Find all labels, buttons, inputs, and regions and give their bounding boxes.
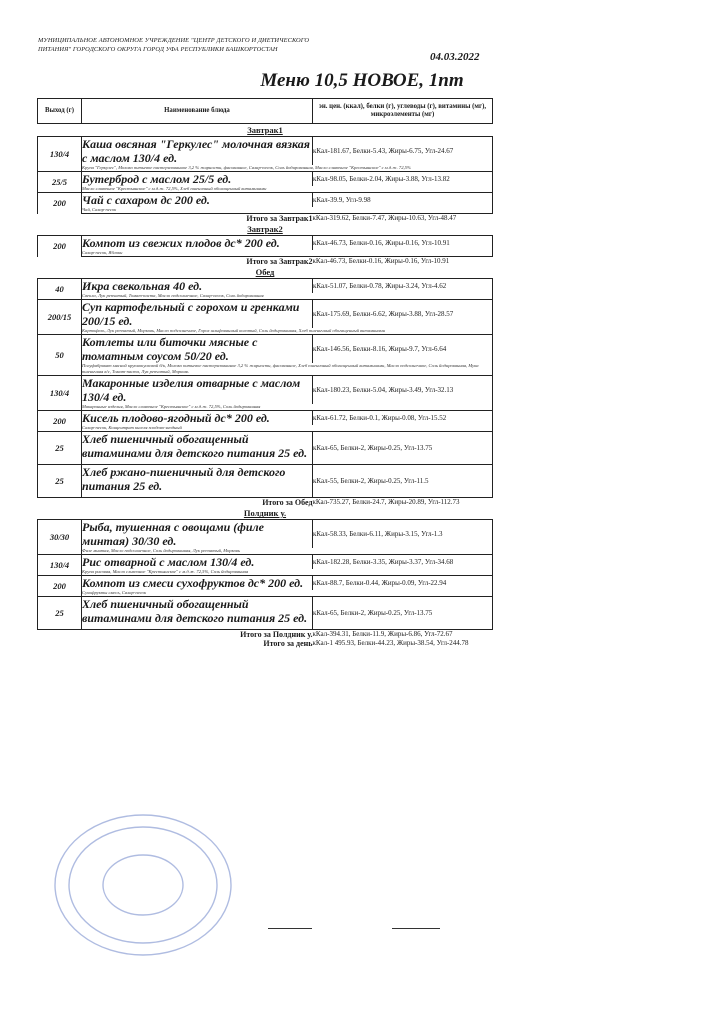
meal-total-label: Итого за Обед <box>262 498 313 507</box>
meal-total-value: кКал-735.27, Белки-24.7, Жиры-20.89, Угл-112.73 <box>312 498 460 506</box>
dish-output: 25 <box>38 432 82 465</box>
dish-row <box>38 432 493 465</box>
day-total-value: кКал-1 495.93, Белки-44.23, Жиры-38.54, Угл-244.78 <box>312 639 469 647</box>
dish-name: Котлеты или биточки мясные с томатным соусом 50/20 ед. <box>82 335 313 364</box>
dish-nutrition: кКал-65, Белки-2, Жиры-0.25, Угл-13.75 <box>313 432 493 465</box>
dish-ingredients: Сухофрукты смесь, Сахар-песок <box>82 590 493 597</box>
dish-row <box>38 555 493 570</box>
dish-output: 130/4 <box>38 555 82 576</box>
dish-output: 50 <box>38 335 82 376</box>
dish-ingredients: Филе минтая, Масло подсолнечное, Соль йодированная, Лук репчатый, Морковь <box>82 548 493 555</box>
dish-nutrition: кКал-51.07, Белки-0.78, Жиры-3.24, Угл-4.62 <box>313 279 493 294</box>
meal-title-row <box>38 223 493 236</box>
menu-date: 04.03.2022 <box>430 51 480 63</box>
dish-name: Хлеб пшеничный обогащенный витаминами для детского питания 25 ед. <box>82 597 313 630</box>
table-header-row <box>38 99 493 124</box>
dish-ingredients: Сахар-песок, Концентрат киселя плодово-ягодный <box>82 425 493 432</box>
dish-row <box>38 576 493 591</box>
dish-output: 130/4 <box>38 376 82 411</box>
dish-nutrition: кКал-58.33, Белки-6.11, Жиры-3.15, Угл-1.3 <box>313 520 493 549</box>
day-total-row <box>38 639 493 648</box>
dish-name: Суп картофельный с горохом и гренками 200/15 ед. <box>82 300 313 329</box>
dish-ingredients: Крупа рисовая, Масло сливочное "Крестьянское" с м.д.ж. 72,5%, Соль йодированная <box>82 569 493 576</box>
meal-title-row <box>38 124 493 137</box>
dish-ingredients: Чай, Сахар-песок <box>82 207 493 214</box>
meal-title: Завтрак2 <box>247 224 283 234</box>
dish-ingredients: Макаронные изделия, Масло сливочное "Крестьянское" с м.д.ж. 72,5%, Соль йодированная <box>82 404 493 411</box>
signature-line-right <box>392 928 440 929</box>
column-header-nutrition: эн. цен. (ккал), белки (г), углеводы (г), витамины (мг), микроэлементы (мг) <box>313 99 493 124</box>
organization-name: МУНИЦИПАЛЬНОЕ АВТОНОМНОЕ УЧРЕЖДЕНИЕ "ЦЕНТР ДЕТСКОГО И ДИЕТИЧЕСКОГО ПИТАНИЯ" ГОРОДСКОГО ОКРУГА ГОРОД УФА РЕСПУБЛИКИ БАШКОРТОСТАН <box>38 37 310 53</box>
meal-total-row <box>38 630 493 640</box>
dish-ingredients: Свекла, Лук репчатый, Томат-паста, Масло подсолнечное, Сахар-песок, Соль йодированная <box>82 293 493 300</box>
meal-total-row <box>38 214 493 224</box>
dish-name: Рыба, тушенная с овощами (филе минтая) 30/30 ед. <box>82 520 313 549</box>
menu-title: Меню 10,5 НОВОЕ, 1пт <box>260 70 464 91</box>
dish-row <box>38 520 493 549</box>
dish-nutrition: кКал-39.9, Угл-9.98 <box>313 193 493 208</box>
dish-name: Чай с сахаром дс 200 ед. <box>82 193 313 208</box>
dish-nutrition: кКал-146.56, Белки-8.16, Жиры-9.7, Угл-6.64 <box>313 335 493 364</box>
meal-total-row <box>38 498 493 508</box>
dish-row <box>38 137 493 166</box>
dish-output: 25 <box>38 465 82 498</box>
ingredients-row <box>38 363 493 376</box>
dish-ingredients: Картофель, Лук репчатый, Морковь, Масло подсолнечное, Горох шлифованный колотый, Соль йодированная, Хлеб пшеничный обогащенный витаминами <box>82 328 493 335</box>
dish-row <box>38 376 493 405</box>
dish-name: Икра свекольная 40 ед. <box>82 279 313 294</box>
day-total-label: Итого за день <box>263 639 313 648</box>
dish-name: Кисель плодово-ягодный дс* 200 ед. <box>82 411 313 426</box>
dish-output: 200/15 <box>38 300 82 335</box>
dish-row <box>38 172 493 187</box>
dish-row <box>38 193 493 208</box>
dish-name: Компот из свежих плодов дс* 200 ед. <box>82 236 313 251</box>
dish-row <box>38 300 493 329</box>
dish-nutrition: кКал-61.72, Белки-0.1, Жиры-0.08, Угл-15.52 <box>313 411 493 426</box>
dish-row <box>38 236 493 251</box>
dish-ingredients: Сахар-песок, Яблоки <box>82 250 493 257</box>
dish-output: 200 <box>38 193 82 214</box>
dish-output: 40 <box>38 279 82 300</box>
dish-output: 200 <box>38 411 82 432</box>
dish-output: 25 <box>38 597 82 630</box>
dish-output: 130/4 <box>38 137 82 172</box>
dish-row <box>38 465 493 498</box>
column-header-output: Выход (г) <box>38 99 82 124</box>
dish-output: 200 <box>38 576 82 597</box>
dish-nutrition: кКал-182.28, Белки-3.35, Жиры-3.37, Угл-34.68 <box>313 555 493 570</box>
dish-ingredients: Масло сливочное "Крестьянское" с м.д.ж. 72,5%, Хлеб пшеничный обогащенный витаминами <box>82 186 493 193</box>
meal-total-label: Итого за Завтрак1 <box>246 214 313 223</box>
menu-table <box>37 98 493 648</box>
meal-title: Полдник у. <box>243 508 287 518</box>
dish-nutrition: кКал-98.05, Белки-2.04, Жиры-3.88, Угл-13.82 <box>313 172 493 187</box>
dish-name: Рис отварной с маслом 130/4 ед. <box>82 555 313 570</box>
dish-nutrition: кКал-181.67, Белки-5.43, Жиры-6.75, Угл-24.67 <box>313 137 493 166</box>
meal-total-value: кКал-319.62, Белки-7.47, Жиры-10.63, Угл-48.47 <box>312 214 457 222</box>
meal-total-value: кКал-46.73, Белки-0.16, Жиры-0.16, Угл-10.91 <box>312 257 450 265</box>
dish-nutrition: кКал-88.7, Белки-0.44, Жиры-0.09, Угл-22.94 <box>313 576 493 591</box>
dish-nutrition: кКал-55, Белки-2, Жиры-0.25, Угл-11.5 <box>313 465 493 498</box>
meal-total-value: кКал-394.31, Белки-11.9, Жиры-6.86, Угл-72.67 <box>312 630 453 638</box>
dish-row <box>38 279 493 294</box>
dish-output: 200 <box>38 236 82 257</box>
meal-total-label: Итого за Завтрак2 <box>246 257 313 266</box>
dish-nutrition: кКал-180.23, Белки-5.04, Жиры-3.49, Угл-32.13 <box>313 376 493 405</box>
meal-title-row <box>38 266 493 279</box>
column-header-name: Наименование блюда <box>82 99 313 124</box>
stamp-seal <box>48 810 238 960</box>
dish-row <box>38 597 493 630</box>
dish-name: Хлеб пшеничный обогащенный витаминами для детского питания 25 ед. <box>82 432 313 465</box>
menu-body <box>38 124 493 649</box>
dish-name: Хлеб ржано-пшеничный для детского питания 25 ед. <box>82 465 313 498</box>
dish-row <box>38 411 493 426</box>
meal-title-row <box>38 507 493 520</box>
meal-total-row <box>38 257 493 267</box>
dish-ingredients: Полуфабрикат мясной крупнокусковой б/к, Молоко питьевое пастеризованное 3,2 % жирности, фасованное, Хлеб пшеничный обогащенный витаминами, Масло подсолнечное, Соль йодированная, Мука пшеничная в/с, Томат-паста, Лук репчатый, Морковь <box>82 363 493 376</box>
dish-name: Макаронные изделия отварные с маслом 130/4 ед. <box>82 376 313 405</box>
dish-output: 25/5 <box>38 172 82 193</box>
meal-total-label: Итого за Полдник у. <box>240 630 313 639</box>
meal-title: Завтрак1 <box>247 125 283 135</box>
dish-nutrition: кКал-46.73, Белки-0.16, Жиры-0.16, Угл-10.91 <box>313 236 493 251</box>
dish-output: 30/30 <box>38 520 82 555</box>
dish-ingredients: Крупа "Геркулес", Молоко питьевое пастеризованное 3,2 % жирности, фасованное, Сахар-песок, Соль йодированная, Масло сливочное "Крестьянское" с м.д.ж. 72,5% <box>82 165 493 172</box>
dish-name: Каша овсяная "Геркулес" молочная вязкая с маслом 130/4 ед. <box>82 137 313 166</box>
dish-name: Бутерброд с маслом 25/5 ед. <box>82 172 313 187</box>
dish-nutrition: кКал-175.69, Белки-6.62, Жиры-3.88, Угл-28.57 <box>313 300 493 329</box>
dish-nutrition: кКал-65, Белки-2, Жиры-0.25, Угл-13.75 <box>313 597 493 630</box>
dish-name: Компот из смеси сухофруктов дс* 200 ед. <box>82 576 313 591</box>
dish-row <box>38 335 493 364</box>
meal-title: Обед <box>255 267 275 277</box>
signature-line-left <box>268 928 312 929</box>
